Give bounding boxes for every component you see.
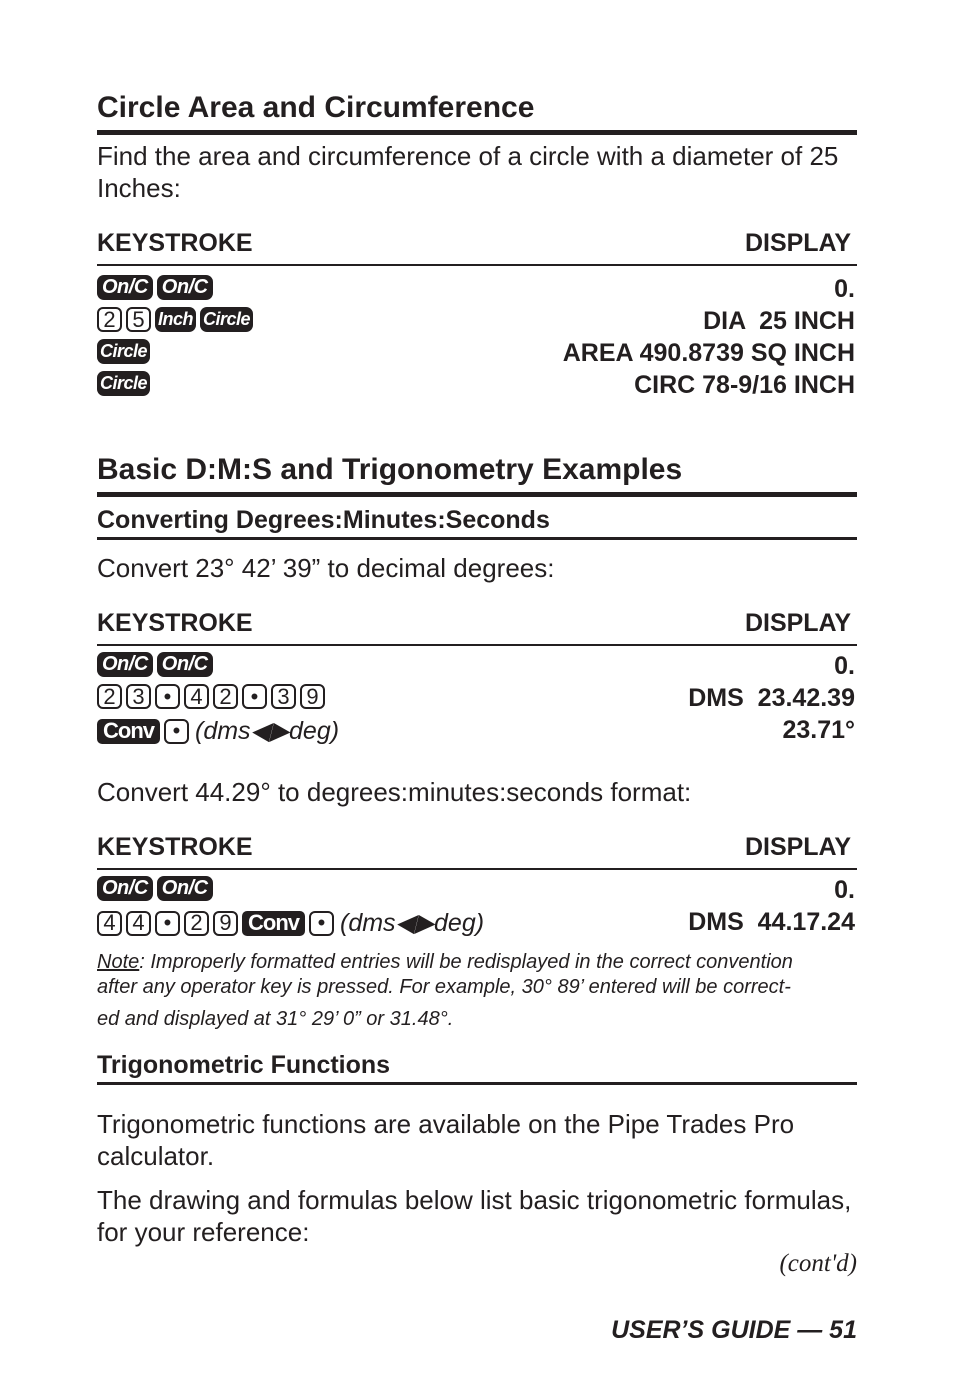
digit-key: 4 xyxy=(126,911,151,936)
page-footer: USER’S GUIDE — 51 xyxy=(611,1316,857,1344)
point-key: • xyxy=(242,684,267,709)
dms-deg-label: (dms◀▶deg) xyxy=(340,909,485,937)
keystroke-display-header xyxy=(97,228,857,266)
display-value: 0. xyxy=(834,275,855,303)
on-c-key: On/C xyxy=(157,275,213,300)
display-heading: DISPLAY xyxy=(744,833,851,861)
keystroke-display-header xyxy=(97,608,857,646)
digit-key: 2 xyxy=(213,684,238,709)
contd-label: (cont'd) xyxy=(779,1250,857,1277)
section-title-circle: Circle Area and Circumference xyxy=(97,90,857,135)
display-value: 0. xyxy=(834,652,855,680)
dms-deg-label: (dms◀▶deg) xyxy=(195,717,340,745)
note xyxy=(97,950,857,1032)
display-value: 0. xyxy=(834,876,855,904)
keystroke-heading: KEYSTROKE xyxy=(97,229,253,257)
circle-key: Circle xyxy=(200,307,253,332)
keystroke-heading: KEYSTROKE xyxy=(97,609,253,637)
keystroke-row xyxy=(97,650,857,682)
keystroke-row xyxy=(97,682,857,714)
digit-key: 9 xyxy=(300,684,325,709)
digit-key: 4 xyxy=(97,911,122,936)
subsection-converting-dms: Converting Degrees:Minutes:Seconds xyxy=(97,505,857,540)
point-key: • xyxy=(309,911,334,936)
display-value: DMS 44.17.24 xyxy=(688,908,855,936)
keystroke-row xyxy=(97,273,857,305)
on-c-key: On/C xyxy=(97,275,153,300)
subsection-trig-functions: Trigonometric Functions xyxy=(97,1050,857,1085)
digit-key: 2 xyxy=(97,684,122,709)
display-value: 23.71° xyxy=(782,716,855,744)
keystroke-row xyxy=(97,305,857,337)
section-title-dms: Basic D:M:S and Trigonometry Examples xyxy=(97,452,857,497)
point-key: • xyxy=(155,911,180,936)
display-heading: DISPLAY xyxy=(744,609,851,637)
point-key: • xyxy=(155,684,180,709)
digit-key: 4 xyxy=(184,684,209,709)
circle-key: Circle xyxy=(97,339,150,364)
digit-key: 2 xyxy=(97,307,122,332)
inch-key: Inch xyxy=(155,307,196,332)
circle-intro: Find the area and circumference of a circle with a diameter of 25 Inches: xyxy=(97,141,839,203)
keystroke-row xyxy=(97,337,857,369)
note-line-3: ed and displayed at 31° 29’ 0” or 31.48°. xyxy=(97,1008,454,1030)
digit-key: 2 xyxy=(184,911,209,936)
keystroke-display-header xyxy=(97,832,857,870)
digit-key: 3 xyxy=(271,684,296,709)
display-value: CIRC 78-9/16 INCH xyxy=(634,371,855,399)
trig-para-1: Trigonometric functions are available on the Pipe Trades Pro calculator. xyxy=(97,1109,795,1171)
display-value: DMS 23.42.39 xyxy=(688,684,855,712)
on-c-key: On/C xyxy=(97,876,153,901)
display-value: AREA 490.8739 SQ INCH xyxy=(562,339,855,367)
note-line-2: after any operator key is pressed. For example, 30° 89’ entered will be correct- xyxy=(97,976,791,998)
point-key: • xyxy=(164,719,189,744)
conv-key: Conv xyxy=(97,719,160,744)
keystroke-heading: KEYSTROKE xyxy=(97,833,253,861)
on-c-key: On/C xyxy=(97,652,153,677)
note-label: Note xyxy=(97,951,140,973)
digit-key: 5 xyxy=(126,307,151,332)
trig-para-2: The drawing and formulas below list basic trigonometric formulas, for your reference: xyxy=(97,1185,852,1247)
keystroke-row xyxy=(97,714,857,746)
circle-key: Circle xyxy=(97,371,150,396)
keystroke-row xyxy=(97,906,857,938)
conv-key: Conv xyxy=(242,911,305,936)
note-line-1: : Improperly formatted entries will be redisplayed in the correct convention xyxy=(139,951,793,973)
display-value: DIA 25 INCH xyxy=(703,307,855,335)
display-heading: DISPLAY xyxy=(744,229,851,257)
digit-key: 9 xyxy=(213,911,238,936)
keystroke-row xyxy=(97,369,857,401)
keystroke-row xyxy=(97,874,857,906)
on-c-key: On/C xyxy=(157,876,213,901)
convert-instruction-1: Convert 23° 42’ 39” to decimal degrees: xyxy=(97,553,555,583)
convert-instruction-2: Convert 44.29° to degrees:minutes:seconds format: xyxy=(97,777,692,807)
on-c-key: On/C xyxy=(157,652,213,677)
digit-key: 3 xyxy=(126,684,151,709)
